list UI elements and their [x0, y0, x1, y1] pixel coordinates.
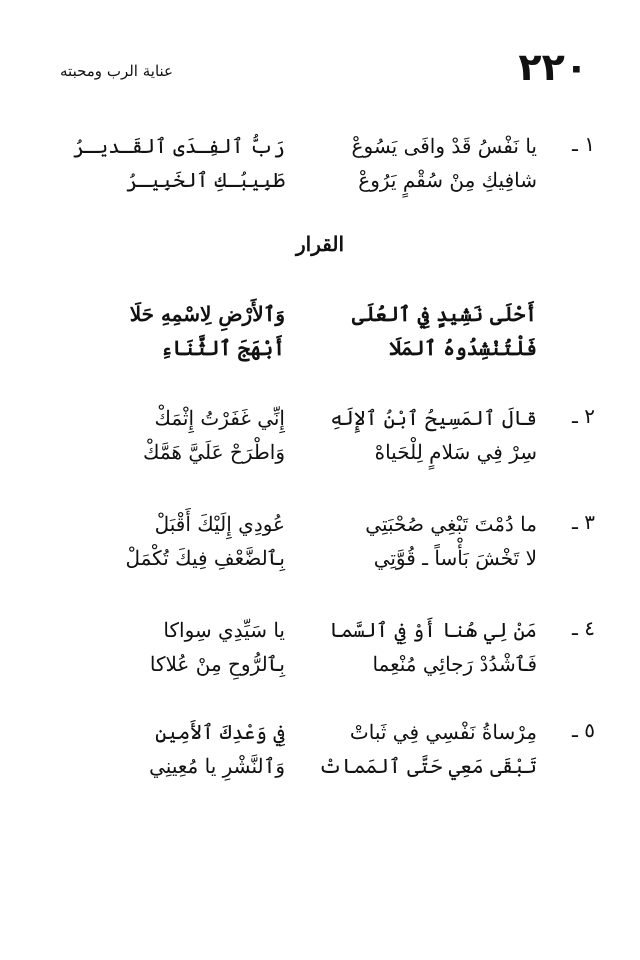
second-hemistich: بِٱلرُّوحِ مِنْ عُلاكا [149, 652, 285, 676]
first-hemistich: يا نَفْسُ قَدْ وافَى يَسُوعْ [351, 134, 537, 158]
verse-line [0, 130, 640, 164]
stanza-number: ٢ ـ [572, 404, 595, 428]
first-hemistich: أَحْلَى نَشِيدٍ فِي ٱلعُلَى [352, 302, 537, 326]
first-hemistich: لا تَخْشَ بَأْساً ـ قُوَّتِي [373, 546, 537, 570]
stanza-4 [0, 614, 640, 684]
first-hemistich: شافِيكِ مِنْ سُقْمٍ يَرُوعْ [358, 168, 537, 192]
stanza-number: ٣ ـ [572, 510, 595, 534]
verse-line [0, 614, 640, 648]
second-hemistich: وَٱلأَرْضِ لِاسْمِهِ حَلَا [129, 302, 285, 326]
verse-line [0, 164, 640, 198]
first-hemistich: مِرْساةُ نَفْسِي فِي ثَباتْ [349, 720, 537, 744]
second-hemistich: إِنِّي غَفَرْتُ إِثْمَكْ [154, 406, 285, 430]
first-hemistich: تَبْقَى مَعِي حَتَّى ٱلمَماتْ [318, 754, 537, 778]
second-hemistich: أَبْهَجَ ٱلثَّنَاءِ [160, 336, 285, 360]
first-hemistich: مَنْ لِي هُنا أَوْ فِي ٱلسَّما [329, 618, 537, 642]
second-hemistich: وَٱلنَّشْرِ يا مُعِينِي [149, 754, 285, 778]
verse-line [0, 648, 640, 682]
stanza-1 [0, 130, 640, 200]
verse-line [0, 716, 640, 750]
verse-line [0, 542, 640, 576]
stanza-number: ١ ـ [572, 132, 595, 156]
refrain-heading: القرار [295, 232, 345, 256]
verse-line [0, 332, 640, 366]
verse-line [0, 750, 640, 784]
running-title: عناية الرب ومحبته [60, 62, 173, 80]
second-hemistich: طَبِيبُـكِ ٱلخَبِيـرُ [126, 168, 285, 192]
stanza-2 [0, 402, 640, 472]
stanza-number: ٥ ـ [572, 718, 595, 742]
refrain [0, 298, 640, 368]
second-hemistich: يا سَيِّدِي سِواكا [163, 618, 285, 642]
second-hemistich: عُودِي إِلَيْكَ أَقْبَلْ [154, 512, 285, 536]
stanza-number: ٤ ـ [572, 616, 595, 640]
verse-line [0, 436, 640, 470]
verse-line [0, 508, 640, 542]
first-hemistich: فَلْتُنْشِدُوهُ ٱلمَلَا [389, 336, 537, 360]
stanza-5 [0, 716, 640, 786]
page-header [60, 44, 588, 94]
second-hemistich: وَاطْرَحْ عَلَيَّ هَمَّكْ [143, 440, 285, 464]
verse-line [0, 298, 640, 332]
first-hemistich: سِرْ فِي سَلامٍ لِلْحَياهْ [374, 440, 537, 464]
first-hemistich: ما دُمْتَ تَبْغِي صُحْبَتِي [365, 512, 537, 536]
page-number: ٢٢٠ [518, 45, 588, 89]
verse-line [0, 402, 640, 436]
second-hemistich: فِي وَعْدِكَ ٱلأَمِينِ [155, 720, 285, 744]
stanza-3 [0, 508, 640, 578]
second-hemistich: رَبُّ ٱلفِـدَى ٱلقَـديـرُ [73, 134, 285, 158]
first-hemistich: فَٱشْدُدْ رَجائِي مُنْعِما [372, 652, 537, 676]
second-hemistich: بِٱلضَّعْفِ فِيكَ تُكْمَلْ [125, 546, 285, 570]
first-hemistich: قالَ ٱلمَسِيحُ ٱبْنُ ٱلإِلَهِ [330, 406, 537, 430]
